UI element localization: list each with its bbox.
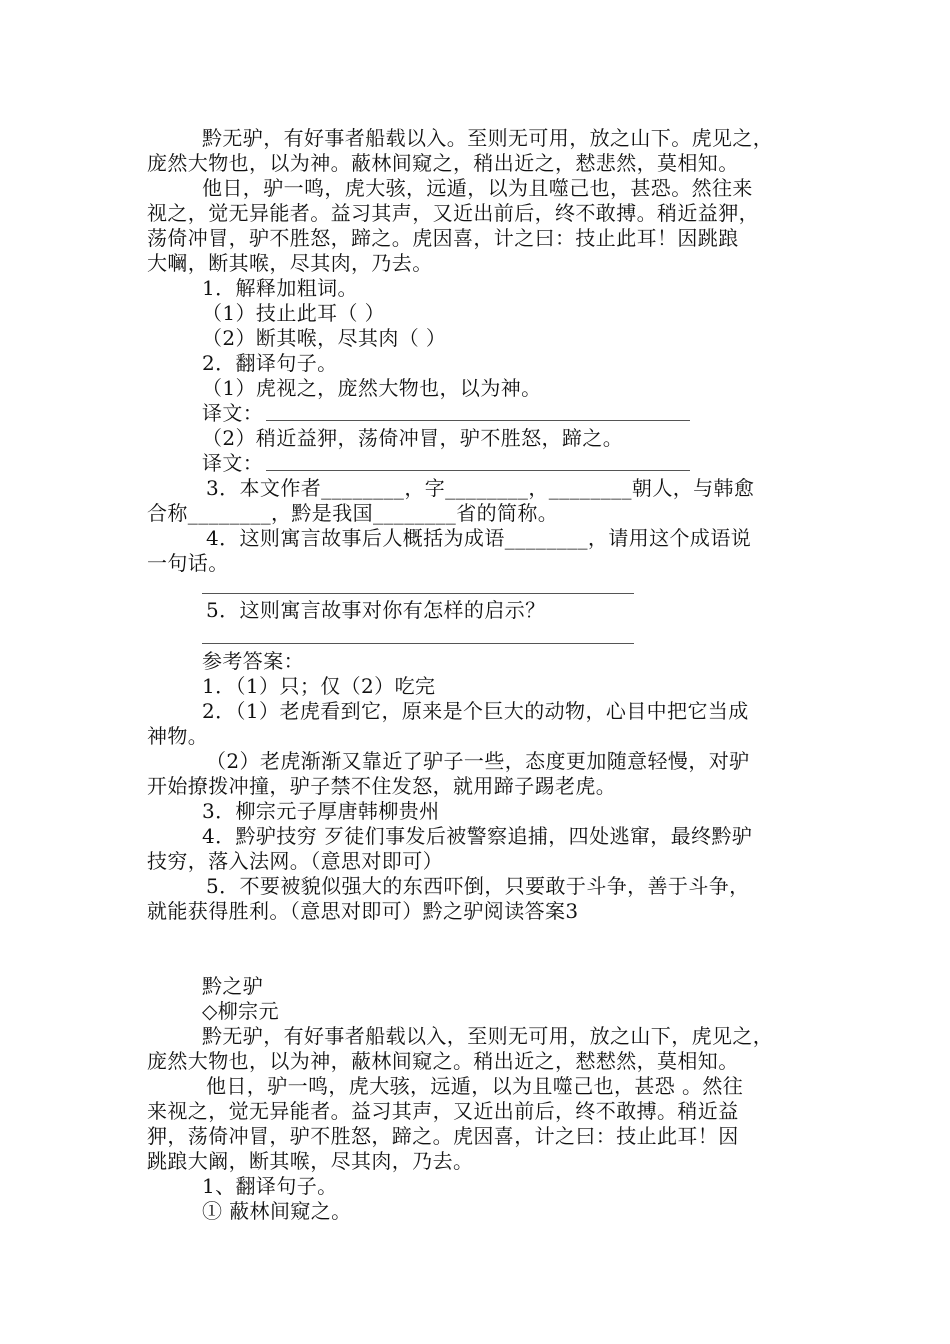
question-1-item: （2）断其喉，尽其肉（ ）: [202, 326, 447, 350]
question-3: 合称________，黔是我国________省的简称。: [147, 501, 559, 525]
question-4: 4．这则寓言故事后人概括为成语________，请用这个成语说: [206, 526, 752, 550]
author-line: ◇柳宗元: [202, 999, 279, 1023]
text-line: 狎，荡倚冲冒，驴不胜怒，蹄之。虎因喜，计之曰：技止此耳！因: [147, 1124, 739, 1148]
answers-heading: 参考答案：: [202, 649, 304, 673]
question-2-item: （2）稍近益狎，荡倚冲冒，驴不胜怒，蹄之。: [202, 426, 624, 450]
answer-line: 神物。: [147, 724, 209, 748]
question-heading: 1、翻译句子。: [202, 1174, 338, 1198]
answer-underline: [202, 643, 634, 644]
text-line: 黔无驴，有好事者船载以入。至则无可用，放之山下。虎见之，: [202, 126, 774, 150]
text-line: 庞然大物也，以为神，蔽林间窥之。稍出近之，慭慭然，莫相知。: [147, 1049, 739, 1073]
text-line: 视之，觉无异能者。益习其声，又近出前后，终不敢搏。稍近益狎，: [147, 201, 759, 225]
text-line: 跳踉大阚，断其喉，尽其肉，乃去。: [147, 1149, 474, 1173]
answer-line: 3．柳宗元子厚唐韩柳贵州: [202, 799, 440, 823]
question-1-heading: 1．解释加粗词。: [202, 276, 358, 300]
answer-line: 1．（1）只；仅（2）吃完: [202, 674, 436, 698]
text-line: 他日，驴一鸣，虎大骇，远遁，以为且噬己也，甚恐。然往来: [202, 176, 753, 200]
question-2-item: （1）虎视之，庞然大物也，以为神。: [202, 376, 542, 400]
section-title: 黔之驴: [202, 974, 264, 998]
question-4: 一句话。: [147, 551, 229, 575]
answer-line: 2．（1）老虎看到它，原来是个巨大的动物，心目中把它当成: [202, 699, 749, 723]
answer-line: （2）老虎渐渐又靠近了驴子一些，态度更加随意轻慢，对驴: [206, 749, 750, 773]
question-3: 3．本文作者________，字________，________朝人，与韩愈: [206, 476, 755, 500]
translation-label: 译文：: [202, 401, 264, 425]
answer-underline: [266, 420, 690, 421]
text-line: 来视之，觉无异能者。益习其声，又近出前后，终不敢搏。稍近益: [147, 1099, 739, 1123]
answer-underline: [202, 593, 634, 594]
text-line: 大㘎，断其喉，尽其肉，乃去。: [147, 251, 433, 275]
question-1-item: （1）技止此耳（ ）: [202, 301, 386, 325]
text-line: 庞然大物也，以为神。蔽林间窥之，稍出近之，慭悲然，莫相知。: [147, 151, 739, 175]
answer-line: 技穷，落入法网。（意思对即可）: [147, 849, 443, 873]
answer-line: 5．不要被貌似强大的东西吓倒，只要敢于斗争，善于斗争，: [206, 874, 750, 898]
answer-underline: [266, 470, 690, 471]
text-line: 他日，驴一鸣，虎大骇，远遁，以为且噬己也，甚恐 。然往: [206, 1074, 744, 1098]
question-5: 5．这则寓言故事对你有怎样的启示？: [206, 598, 546, 622]
text-line: 荡倚冲冒，驴不胜怒，蹄之。虎因喜，计之曰：技止此耳！因跳踉: [147, 226, 739, 250]
text-line: 黔无驴，有好事者船载以入，至则无可用，放之山下，虎见之，: [202, 1024, 774, 1048]
answer-line: 4．黔驴技穷 歹徒们事发后被警察追捕，四处逃窜，最终黔驴: [202, 824, 753, 848]
answer-line: 就能获得胜利。（意思对即可）黔之驴阅读答案3: [147, 899, 579, 923]
question-2-heading: 2．翻译句子。: [202, 351, 338, 375]
answer-line: 开始撩拨冲撞，驴子禁不住发怒，就用蹄子踢老虎。: [147, 774, 617, 798]
translation-label: 译文：: [202, 451, 264, 475]
question-item: ① 蔽林间窥之。: [202, 1199, 352, 1223]
